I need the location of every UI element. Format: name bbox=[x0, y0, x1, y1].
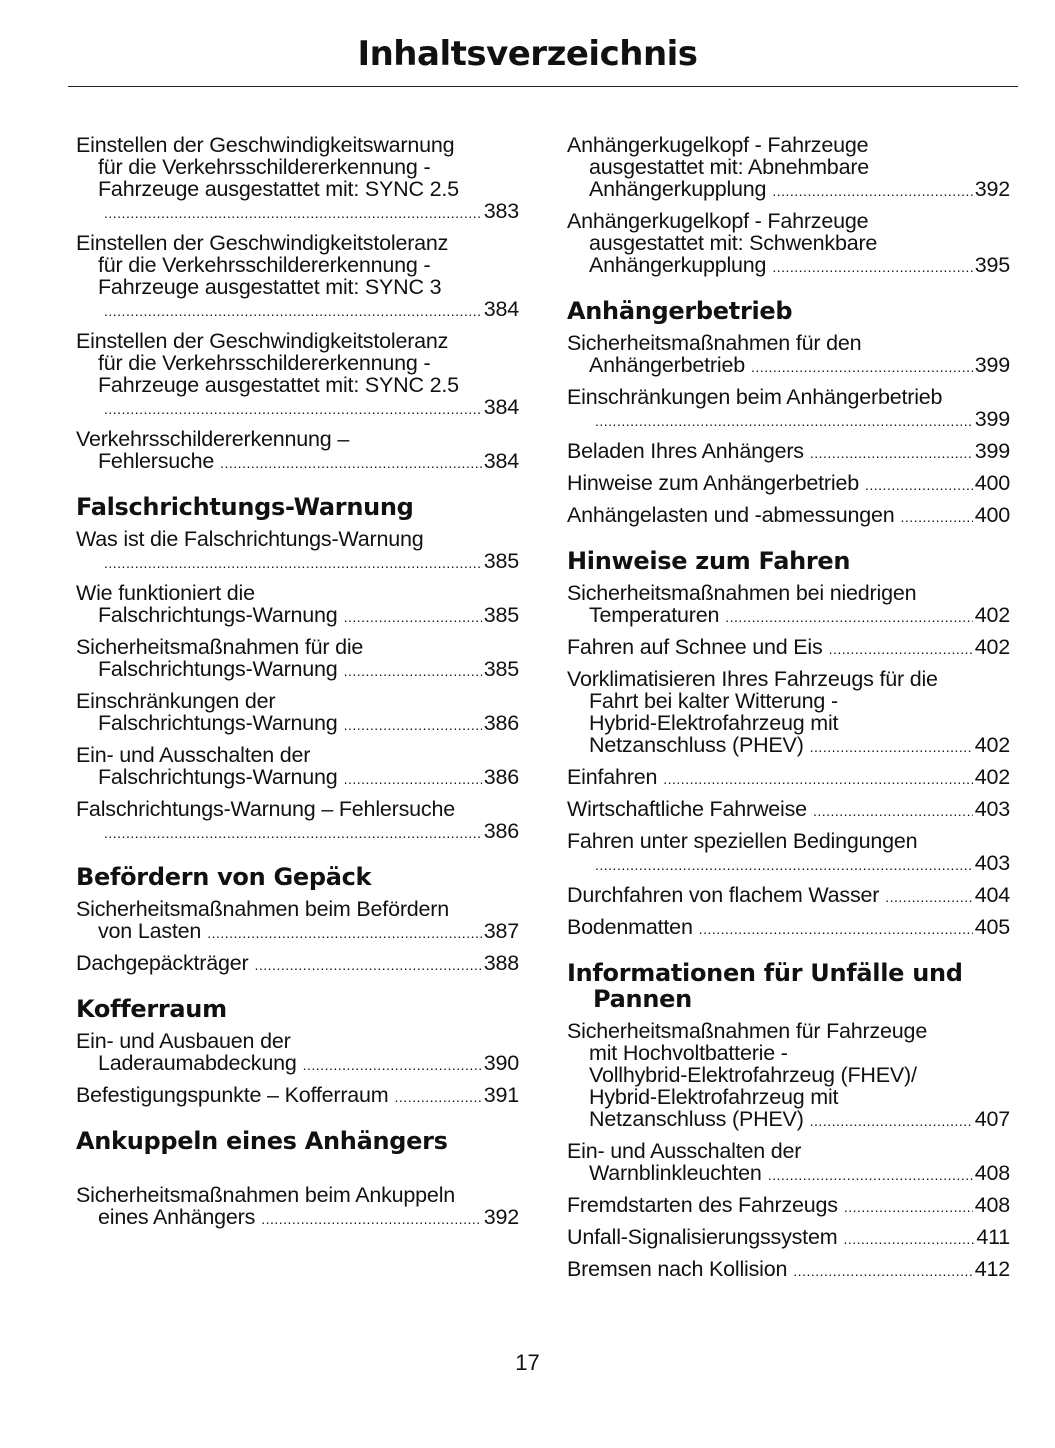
section-heading-line: Informationen für Unfälle und bbox=[567, 959, 963, 987]
toc-entry-group bbox=[76, 898, 519, 976]
toc-entry-title: Falschrichtungs-Warnung bbox=[98, 603, 338, 627]
dot-leader bbox=[865, 474, 973, 496]
toc-entry-group bbox=[567, 134, 1010, 278]
toc-entry-title: von Lasten bbox=[98, 919, 202, 943]
toc-page-number: 408 bbox=[974, 1161, 1010, 1185]
dot-leader bbox=[768, 1164, 973, 1186]
section-heading: Befördern von Gepäck bbox=[76, 863, 372, 891]
toc-entry-title: Falschrichtungs-Warnung bbox=[98, 657, 338, 681]
toc-entry-line: Was ist die Falschrichtungs-Warnung bbox=[76, 527, 424, 551]
dot-leader bbox=[104, 300, 482, 322]
toc-entry-line: Ein- und Ausschalten der bbox=[76, 743, 311, 767]
toc-entry-title: Wirtschaftliche Fahrweise bbox=[567, 797, 807, 821]
toc-entry-line: Einschränkungen beim Anhängerbetrieb bbox=[567, 385, 943, 409]
toc-entry[interactable] bbox=[76, 232, 519, 322]
toc-entry-leader-line bbox=[567, 852, 1010, 876]
dot-leader bbox=[793, 1260, 972, 1282]
toc-page-number: 399 bbox=[974, 353, 1010, 377]
toc-entry-leader-line bbox=[567, 254, 1010, 278]
toc-entry-title: Einfahren bbox=[567, 765, 658, 789]
toc-entry-line: Sicherheitsmaßnahmen beim Befördern bbox=[76, 897, 450, 921]
toc-entry-line: Einschränkungen der bbox=[76, 689, 276, 713]
toc-entry-leader-line bbox=[567, 1194, 1010, 1218]
toc-page-number: 390 bbox=[483, 1051, 519, 1075]
dot-leader bbox=[344, 714, 482, 736]
toc-page-number: 403 bbox=[974, 797, 1010, 821]
toc-page-number: 391 bbox=[483, 1083, 519, 1107]
dot-leader bbox=[885, 886, 972, 908]
toc-entry[interactable] bbox=[567, 582, 1010, 628]
toc-entry-line: Ein- und Ausbauen der bbox=[76, 1029, 291, 1053]
dot-leader bbox=[810, 1110, 973, 1132]
dot-leader bbox=[220, 452, 482, 474]
toc-entry[interactable] bbox=[567, 472, 1010, 496]
toc-entry-title: Falschrichtungs-Warnung bbox=[98, 765, 338, 789]
section-heading: Hinweise zum Fahren bbox=[567, 547, 851, 575]
toc-entry-title: Unfall-Signalisierungssystem bbox=[567, 1225, 838, 1249]
toc-entry[interactable] bbox=[76, 898, 519, 944]
toc-entry-line: Hybrid-Elektrofahrzeug mit bbox=[589, 1085, 839, 1109]
dot-leader bbox=[843, 1228, 974, 1250]
toc-page-number: 385 bbox=[483, 549, 519, 573]
toc-entry[interactable] bbox=[76, 582, 519, 628]
page-number: 17 bbox=[515, 1350, 540, 1375]
toc-entry-line: Hybrid-Elektrofahrzeug mit bbox=[589, 711, 839, 735]
toc-entry-line: Vollhybrid-Elektrofahrzeug (FHEV)/ bbox=[589, 1063, 917, 1087]
toc-entry-line: für die Verkehrsschildererkennung - bbox=[98, 351, 431, 375]
toc-entry-leader-line bbox=[76, 396, 519, 420]
toc-entry-title: Fremdstarten des Fahrzeugs bbox=[567, 1193, 838, 1217]
dot-leader bbox=[395, 1086, 482, 1108]
toc-page-number: 385 bbox=[483, 657, 519, 681]
dot-leader bbox=[344, 606, 482, 628]
toc-entry-title: Fahren auf Schnee und Eis bbox=[567, 635, 823, 659]
toc-entry[interactable] bbox=[567, 1194, 1010, 1218]
toc-entry[interactable] bbox=[567, 440, 1010, 464]
toc-entry[interactable] bbox=[76, 744, 519, 790]
section-heading: Anhängerbetrieb bbox=[567, 297, 793, 325]
toc-entry[interactable] bbox=[567, 668, 1010, 758]
toc-entry-line: für die Verkehrsschildererkennung - bbox=[98, 253, 431, 277]
dot-leader bbox=[829, 638, 973, 660]
dot-leader bbox=[751, 356, 973, 378]
toc-page-number: 386 bbox=[483, 819, 519, 843]
dot-leader bbox=[261, 1208, 482, 1230]
toc-entry-line: Sicherheitsmaßnahmen für Fahrzeuge bbox=[567, 1019, 928, 1043]
toc-entry-line: Ein- und Ausschalten der bbox=[567, 1139, 802, 1163]
toc-entry[interactable] bbox=[567, 766, 1010, 790]
toc-page-number: 384 bbox=[483, 449, 519, 473]
toc-page-number: 395 bbox=[974, 253, 1010, 277]
dot-leader bbox=[255, 954, 482, 976]
toc-entry[interactable] bbox=[567, 1258, 1010, 1282]
toc-entry-leader-line bbox=[567, 636, 1010, 660]
title-divider bbox=[68, 86, 1018, 87]
toc-page-number: 402 bbox=[974, 635, 1010, 659]
toc-entry[interactable] bbox=[567, 636, 1010, 660]
toc-entry[interactable] bbox=[76, 428, 519, 474]
dot-leader bbox=[595, 854, 973, 876]
toc-entry-title: Anhängerkupplung bbox=[589, 253, 767, 277]
toc-entry-leader-line bbox=[567, 766, 1010, 790]
dot-leader bbox=[699, 918, 973, 940]
toc-entry[interactable] bbox=[76, 330, 519, 420]
toc-entry-leader-line bbox=[76, 1052, 519, 1076]
toc-entry-line: Sicherheitsmaßnahmen für den bbox=[567, 331, 862, 355]
toc-entry-leader-line bbox=[76, 1084, 519, 1108]
toc-entry-line: Fahrzeuge ausgestattet mit: SYNC 3 bbox=[98, 275, 442, 299]
toc-entry[interactable] bbox=[567, 1140, 1010, 1186]
toc-page-number: 385 bbox=[483, 603, 519, 627]
dot-leader bbox=[725, 606, 972, 628]
toc-entry-line: Verkehrsschildererkennung – bbox=[76, 427, 350, 451]
toc-page-number: 403 bbox=[974, 851, 1010, 875]
toc-entry-leader-line bbox=[76, 820, 519, 844]
section-heading bbox=[567, 960, 1010, 1012]
toc-entry[interactable] bbox=[76, 1184, 519, 1230]
toc-entry-line: Sicherheitsmaßnahmen beim Ankuppeln bbox=[76, 1183, 456, 1207]
dot-leader bbox=[663, 768, 972, 790]
toc-entry-group bbox=[567, 582, 1010, 940]
dot-leader bbox=[844, 1196, 973, 1218]
toc-entry-group bbox=[567, 332, 1010, 528]
toc-entry-leader-line bbox=[76, 550, 519, 574]
toc-entry-leader-line bbox=[76, 920, 519, 944]
dot-leader bbox=[344, 768, 482, 790]
toc-page-number: 412 bbox=[974, 1257, 1010, 1281]
toc-entry-title: Bodenmatten bbox=[567, 915, 693, 939]
toc-entry-leader-line bbox=[567, 884, 1010, 908]
toc-page-number: 399 bbox=[974, 407, 1010, 431]
toc-page-number: 407 bbox=[974, 1107, 1010, 1131]
toc-entry[interactable] bbox=[76, 1084, 519, 1108]
toc-entry-group bbox=[76, 1030, 519, 1108]
toc-entry-line: Anhängerkugelkopf - Fahrzeuge bbox=[567, 133, 869, 157]
toc-entry-line: Sicherheitsmaßnahmen für die bbox=[76, 635, 364, 659]
toc-page-number: 386 bbox=[483, 711, 519, 735]
toc-entry-line: mit Hochvoltbatterie - bbox=[589, 1041, 788, 1065]
toc-entry-leader-line bbox=[567, 1258, 1010, 1282]
toc-entry-group bbox=[76, 1184, 519, 1230]
toc-entry-group bbox=[76, 134, 519, 474]
toc-entry-leader-line bbox=[567, 504, 1010, 528]
toc-entry-leader-line bbox=[76, 450, 519, 474]
toc-entry-line: Fahrzeuge ausgestattet mit: SYNC 2.5 bbox=[98, 373, 459, 397]
toc-entry[interactable] bbox=[567, 332, 1010, 378]
dot-leader bbox=[104, 202, 482, 224]
toc-entry-line: Vorklimatisieren Ihres Fahrzeugs für die bbox=[567, 667, 938, 691]
dot-leader bbox=[207, 922, 482, 944]
toc-entry-leader-line bbox=[567, 178, 1010, 202]
toc-entry-title: Beladen Ihres Anhängers bbox=[567, 439, 804, 463]
toc-entry[interactable] bbox=[567, 210, 1010, 278]
toc-entry[interactable] bbox=[567, 884, 1010, 908]
toc-entry[interactable] bbox=[76, 528, 519, 574]
toc-entry-title: Anhängerkupplung bbox=[589, 177, 767, 201]
toc-entry-leader-line bbox=[567, 472, 1010, 496]
toc-entry-title: Falschrichtungs-Warnung bbox=[98, 711, 338, 735]
section-heading: Falschrichtungs-Warnung bbox=[76, 493, 414, 521]
toc-entry-leader-line bbox=[567, 1226, 1010, 1250]
toc-entry-title: Dachgepäckträger bbox=[76, 951, 249, 975]
toc-entry[interactable] bbox=[567, 916, 1010, 940]
toc-page-number: 411 bbox=[976, 1225, 1010, 1249]
toc-page-number: 386 bbox=[483, 765, 519, 789]
section-heading: Kofferraum bbox=[76, 995, 227, 1023]
toc-entry-title: Bremsen nach Kollision bbox=[567, 1257, 788, 1281]
dot-leader bbox=[901, 506, 973, 528]
toc-page-number: 384 bbox=[483, 395, 519, 419]
toc-page-number: 392 bbox=[483, 1205, 519, 1229]
toc-entry-line: Sicherheitsmaßnahmen bei niedrigen bbox=[567, 581, 917, 605]
toc-page-number: 399 bbox=[974, 439, 1010, 463]
toc-entry-leader-line bbox=[76, 952, 519, 976]
toc-entry-title: Temperaturen bbox=[589, 603, 720, 627]
toc-entry[interactable] bbox=[567, 134, 1010, 202]
toc-entry-leader-line bbox=[76, 658, 519, 682]
toc-entry-line: Fahrt bei kalter Witterung - bbox=[589, 689, 838, 713]
toc-entry-leader-line bbox=[76, 298, 519, 322]
toc-entry-line: Falschrichtungs-Warnung – Fehlersuche bbox=[76, 797, 455, 821]
toc-entry-leader-line bbox=[567, 916, 1010, 940]
toc-page-number: 392 bbox=[974, 177, 1010, 201]
toc-left-column bbox=[76, 134, 519, 1238]
toc-entry[interactable] bbox=[76, 798, 519, 844]
toc-entry-leader-line bbox=[567, 734, 1010, 758]
toc-entry-leader-line bbox=[567, 354, 1010, 378]
toc-entry-leader-line bbox=[76, 1206, 519, 1230]
toc-entry-title: Anhängerbetrieb bbox=[589, 353, 745, 377]
toc-entry-leader-line bbox=[76, 766, 519, 790]
toc-entry-line: Einstellen der Geschwindigkeitstoleranz bbox=[76, 231, 449, 255]
dot-leader bbox=[595, 410, 973, 432]
toc-entry-leader-line bbox=[76, 712, 519, 736]
toc-entry-title: Durchfahren von flachem Wasser bbox=[567, 883, 880, 907]
toc-page-number: 408 bbox=[974, 1193, 1010, 1217]
dot-leader bbox=[810, 442, 973, 464]
toc-entry-leader-line bbox=[76, 604, 519, 628]
toc-entry[interactable] bbox=[567, 386, 1010, 432]
toc-entry[interactable] bbox=[567, 504, 1010, 528]
toc-entry-leader-line bbox=[567, 440, 1010, 464]
toc-page-number: 404 bbox=[974, 883, 1010, 907]
toc-entry-title: Warnblinkleuchten bbox=[589, 1161, 762, 1185]
toc-entry-line: ausgestattet mit: Schwenkbare bbox=[589, 231, 878, 255]
toc-entry[interactable] bbox=[76, 134, 519, 224]
toc-page-number: 400 bbox=[974, 503, 1010, 527]
dot-leader bbox=[813, 800, 973, 822]
page-title: Inhaltsverzeichnis bbox=[357, 34, 698, 74]
toc-entry-leader-line bbox=[76, 200, 519, 224]
toc-page-number: 402 bbox=[974, 603, 1010, 627]
toc-entry-line: Einstellen der Geschwindigkeitswarnung bbox=[76, 133, 455, 157]
toc-entry-leader-line bbox=[567, 408, 1010, 432]
dot-leader bbox=[344, 660, 482, 682]
toc-entry-line: Wie funktioniert die bbox=[76, 581, 255, 605]
toc-entry-leader-line bbox=[567, 1108, 1010, 1132]
toc-entry-title: eines Anhängers bbox=[98, 1205, 256, 1229]
toc-page-number: 388 bbox=[483, 951, 519, 975]
toc-entry-title: Netzanschluss (PHEV) bbox=[589, 1107, 804, 1131]
toc-entry-title: Hinweise zum Anhängerbetrieb bbox=[567, 471, 859, 495]
toc-entry-line: Anhängerkugelkopf - Fahrzeuge bbox=[567, 209, 869, 233]
toc-entry[interactable] bbox=[76, 1030, 519, 1076]
toc-entry[interactable] bbox=[76, 690, 519, 736]
section-heading-line: Pannen bbox=[593, 985, 692, 1013]
dot-leader bbox=[772, 180, 972, 202]
dot-leader bbox=[104, 552, 482, 574]
dot-leader bbox=[104, 398, 482, 420]
toc-page-number: 405 bbox=[974, 915, 1010, 939]
toc-page-number: 402 bbox=[974, 733, 1010, 757]
dot-leader bbox=[772, 256, 972, 278]
toc-entry-leader-line bbox=[567, 798, 1010, 822]
toc-entry-line: Fahrzeuge ausgestattet mit: SYNC 2.5 bbox=[98, 177, 459, 201]
toc-page-number: 384 bbox=[483, 297, 519, 321]
toc-entry[interactable] bbox=[76, 952, 519, 976]
toc-entry-line: Fahren unter speziellen Bedingungen bbox=[567, 829, 918, 853]
toc-entry-line: ausgestattet mit: Abnehmbare bbox=[589, 155, 870, 179]
toc-page-number: 402 bbox=[974, 765, 1010, 789]
toc-page-number: 400 bbox=[974, 471, 1010, 495]
toc-entry-leader-line bbox=[567, 604, 1010, 628]
toc-entry-group bbox=[76, 528, 519, 844]
toc-entry[interactable] bbox=[567, 1020, 1010, 1132]
dot-leader bbox=[104, 822, 482, 844]
toc-entry-title: Laderaumabdeckung bbox=[98, 1051, 297, 1075]
toc-entry[interactable] bbox=[76, 636, 519, 682]
toc-page-number: 383 bbox=[483, 199, 519, 223]
toc-entry-group bbox=[567, 1020, 1010, 1282]
dot-leader bbox=[810, 736, 973, 758]
toc-entry-leader-line bbox=[567, 1162, 1010, 1186]
section-heading: Ankuppeln eines Anhängers bbox=[76, 1127, 448, 1155]
toc-entry-line: für die Verkehrsschildererkennung - bbox=[98, 155, 431, 179]
toc-entry-line: Einstellen der Geschwindigkeitstoleranz bbox=[76, 329, 449, 353]
toc-entry-title: Fehlersuche bbox=[98, 449, 215, 473]
dot-leader bbox=[303, 1054, 482, 1076]
toc-entry[interactable] bbox=[567, 830, 1010, 876]
toc-entry[interactable] bbox=[567, 1226, 1010, 1250]
toc-page-number: 387 bbox=[483, 919, 519, 943]
toc-entry-title: Befestigungspunkte – Kofferraum bbox=[76, 1083, 389, 1107]
toc-entry[interactable] bbox=[567, 798, 1010, 822]
toc-right-column bbox=[567, 134, 1010, 1290]
toc-entry-title: Netzanschluss (PHEV) bbox=[589, 733, 804, 757]
toc-entry-title: Anhängelasten und -abmessungen bbox=[567, 503, 895, 527]
